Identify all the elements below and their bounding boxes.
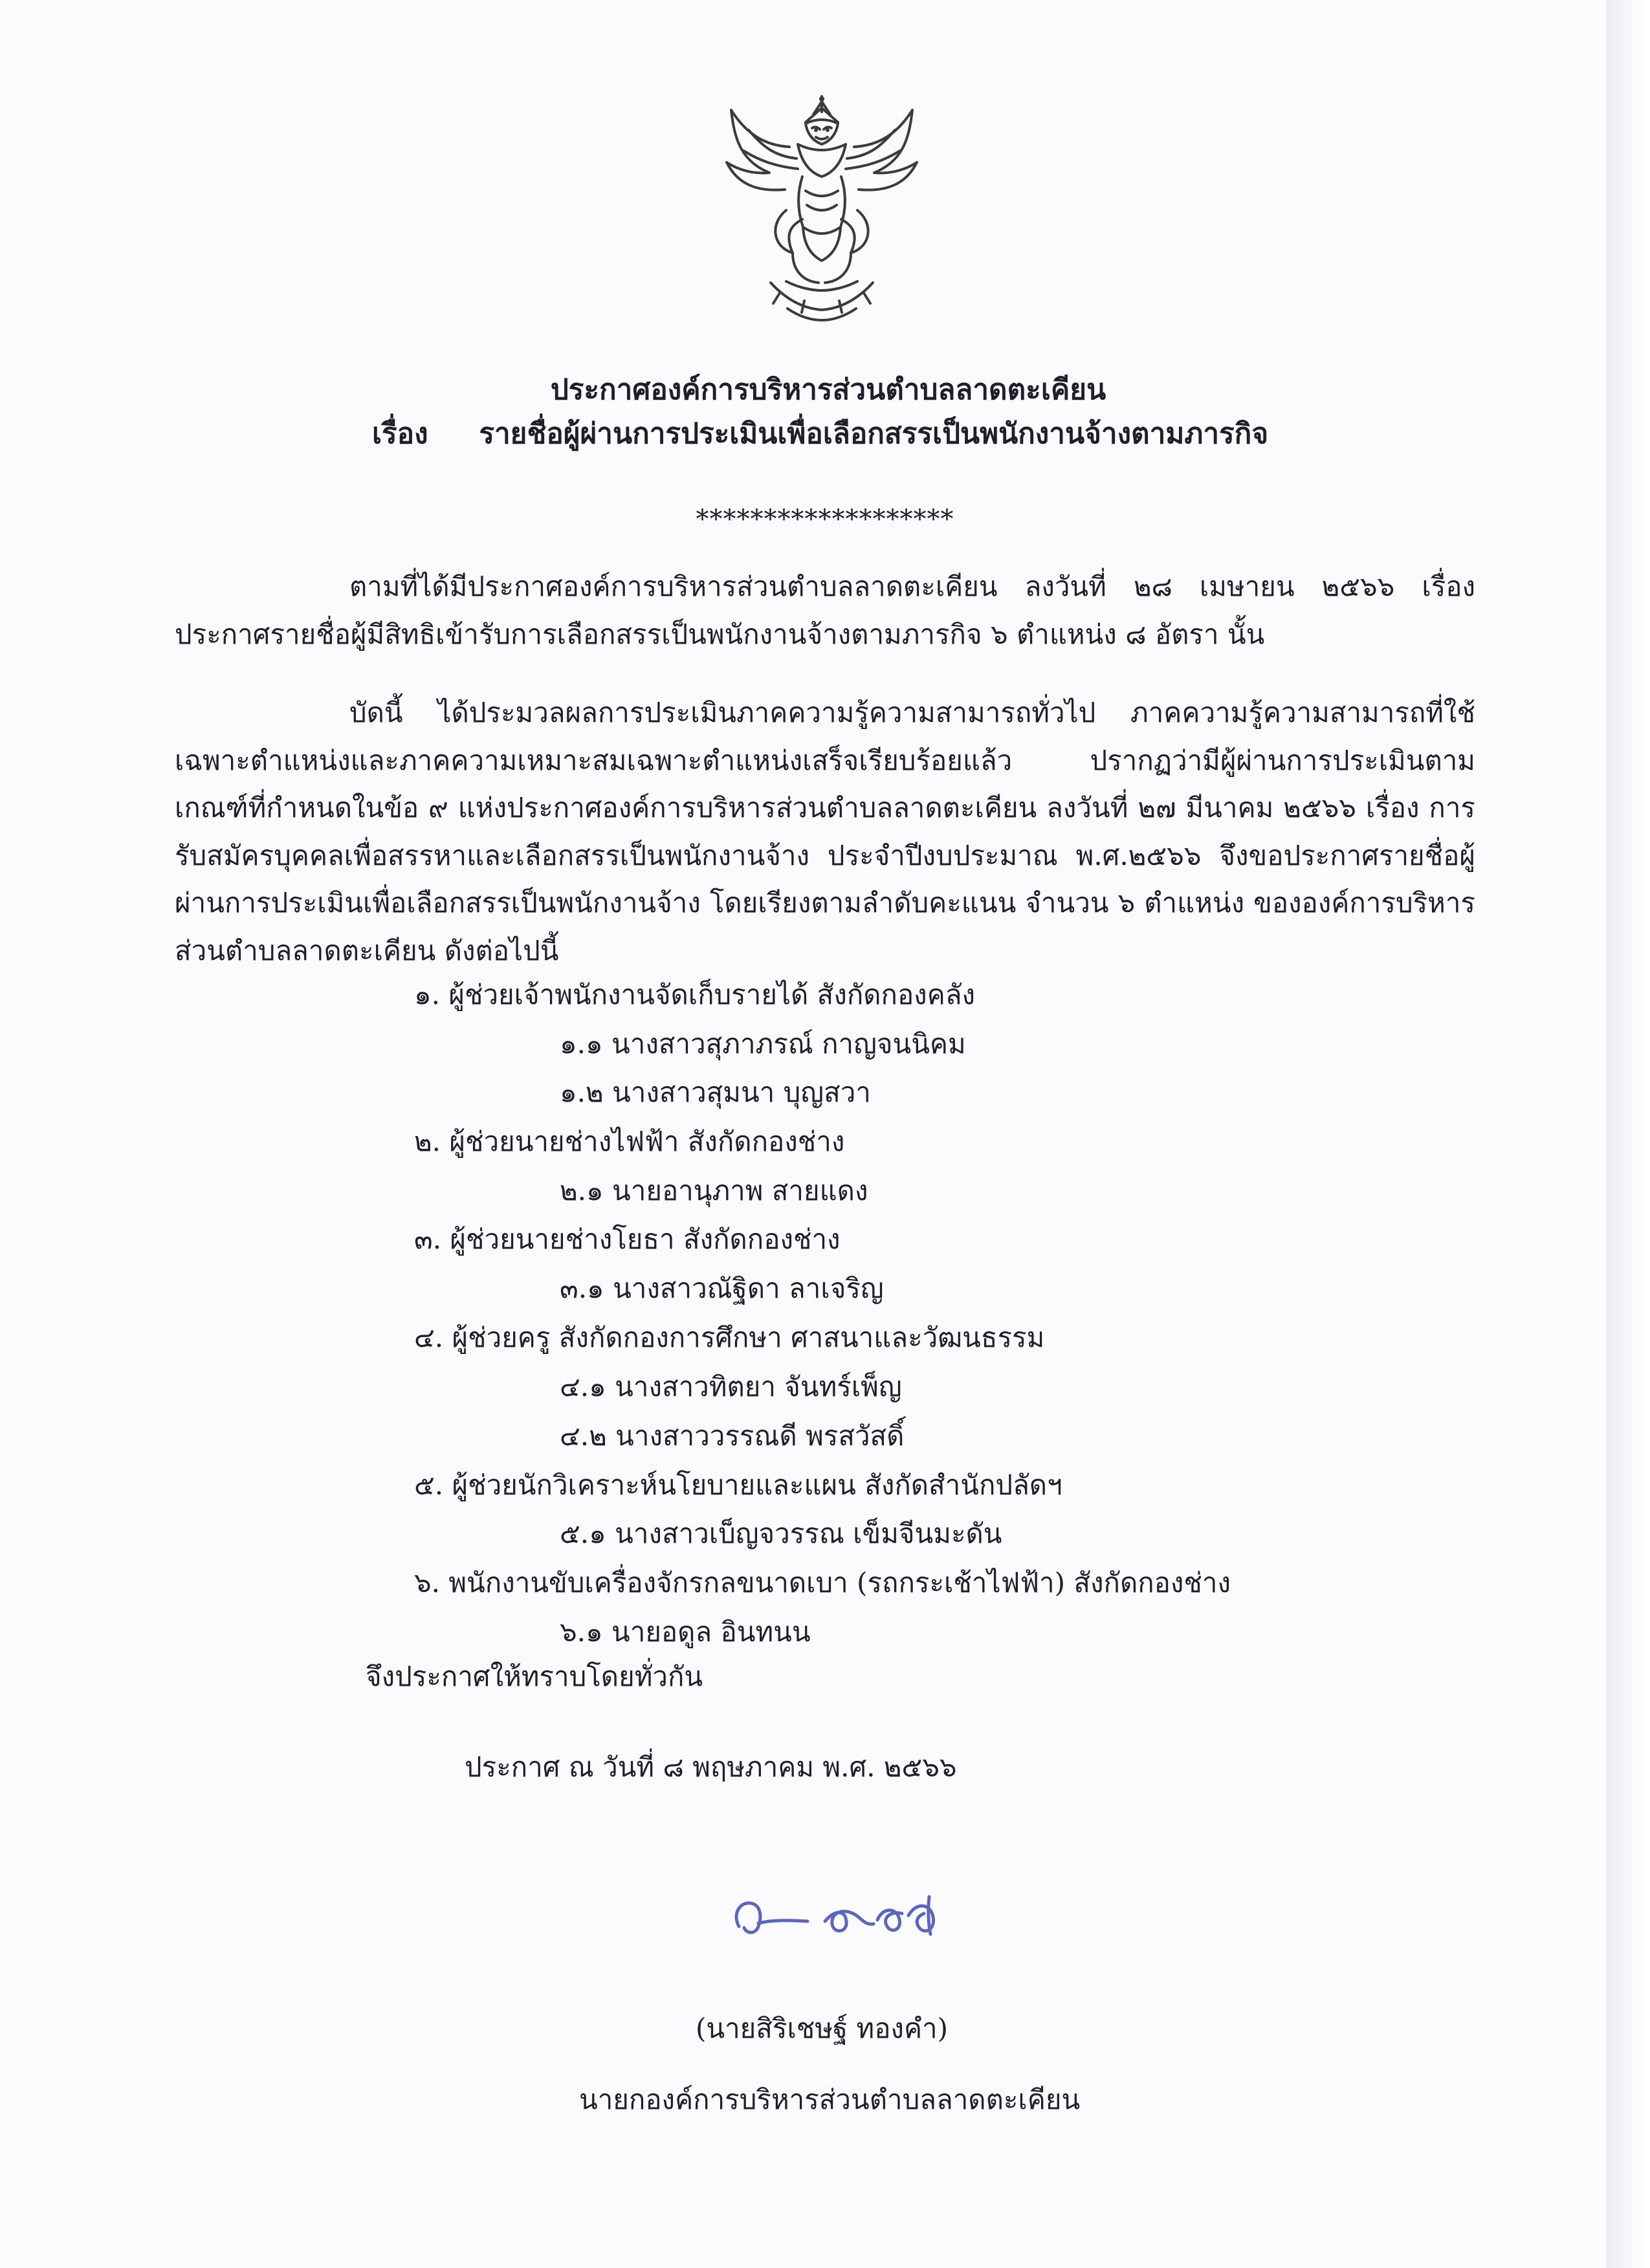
subject-line <box>372 417 1472 452</box>
closing-statement: จึงประกาศให้ทราบโดยทั่วกัน <box>366 1661 703 1692</box>
garuda-emblem-icon <box>709 94 935 327</box>
signer-position: นายกองค์การบริหารส่วนตำบลลาดตะเคียน <box>579 2084 1081 2115</box>
signer-name: (นายสิริเชษฐ์ ทองคำ) <box>695 2012 949 2044</box>
handwritten-signature-icon <box>725 1876 971 1947</box>
position-item-6: ๖. พนักงานขับเครื่องจักรกลขนาดเบา (รถกระเช้าไฟฟ้า) สังกัดกองช่าง <box>414 1567 1231 1598</box>
page-edge <box>1607 0 1650 2268</box>
announcement-date: ประกาศ ณ วันที่ ๘ พฤษภาคม พ.ศ. ๒๕๖๖ <box>465 1751 957 1783</box>
signature-svg <box>725 1876 971 1947</box>
position-item-4: ๔. ผู้ช่วยครู สังกัดกองการศึกษา ศาสนาและวัฒนธรรม <box>414 1322 1045 1353</box>
garuda-emblem-svg <box>709 94 935 327</box>
candidate-item-6-1: ๖.๑ นายอดูล อินทนน <box>560 1616 811 1648</box>
candidate-item-4-1: ๔.๑ นางสาวทิตยา จันทร์เพ็ญ <box>560 1371 902 1402</box>
position-item-3: ๓. ผู้ช่วยนายช่างโยธา สังกัดกองช่าง <box>414 1223 841 1255</box>
intro-paragraph: ตามที่ได้มีประกาศองค์การบริหารส่วนตำบลลาดตะเคียน ลงวันที่ ๒๘ เมษายน ๒๕๖๖ เรื่อง ประกาศรายชื่อผู้มีสิทธิเข้ารับการเลือกสรรเป็นพนักงานจ้างตามภารกิจ ๖ ตำแหน่ง ๘ อัตรา นั้น <box>175 571 1475 650</box>
candidate-item-5-1: ๕.๑ นางสาวเบ็ญจวรรณ เข็มจีนมะดัน <box>560 1518 1002 1549</box>
announcement-title: ประกาศองค์การบริหารส่วนตำบลลาดตะเคียน <box>550 373 1106 406</box>
position-item-5: ๕. ผู้ช่วยนักวิเคราะห์นโยบายและแผน สังกัดสำนักปลัดฯ <box>414 1469 1062 1501</box>
asterisk-separator: ******************* <box>696 505 954 534</box>
candidate-item-1-1: ๑.๑ นางสาวสุภาภรณ์ กาญจนนิคม <box>560 1028 966 1060</box>
candidate-item-3-1: ๓.๑ นางสาวณัฐิดา ลาเจริญ <box>560 1272 884 1304</box>
position-item-2: ๒. ผู้ช่วยนายช่างไฟฟ้า สังกัดกองช่าง <box>414 1126 845 1157</box>
candidate-item-2-1: ๒.๑ นายอานุภาพ สายแดง <box>560 1175 868 1206</box>
candidate-item-4-2: ๔.๒ นางสาววรรณดี พรสวัสดิ์ <box>560 1420 905 1452</box>
candidate-item-1-2: ๑.๒ นางสาวสุมนา บุญสวา <box>560 1076 871 1108</box>
subject-label: เรื่อง <box>372 417 428 450</box>
position-item-1: ๑. ผู้ช่วยเจ้าพนักงานจัดเก็บรายได้ สังกัดกองคลัง <box>414 979 976 1010</box>
subject-text: รายชื่อผู้ผ่านการประเมินเพื่อเลือกสรรเป็นพนักงานจ้างตามภารกิจ <box>479 417 1269 450</box>
results-paragraph: บัดนี้ ได้ประมวลผลการประเมินภาคความรู้ความสามารถทั่วไป ภาคความรู้ความสามารถที่ใช้เฉพาะตำแหน่งและภาคความเหมาะสมเฉพาะตำแหน่งเสร็จเรียบร้อยแล้ว ปรากฏว่ามีผู้ผ่านการประเมินตามเกณฑ์ที่กำหนดในข้อ ๙ แห่งประกาศองค์การบริหารส่วนตำบลลาดตะเคียน ลงวันที่ ๒๗ มีนาคม ๒๕๖๖ เรื่อง การรับสมัครบุคคลเพื่อสรรหาและเลือกสรรเป็นพนักงานจ้าง ประจำปีงบประมาณ พ.ศ.๒๕๖๖ จึงขอประกาศรายชื่อผู้ผ่านการประเมินเพื่อเลือกสรรเป็นพนักงานจ้าง โดยเรียงตามลำดับคะแนน จำนวน ๖ ตำแหน่ง ขององค์การบริหารส่วนตำบลลาดตะเคียน ดังต่อไปนี้ <box>175 697 1475 966</box>
